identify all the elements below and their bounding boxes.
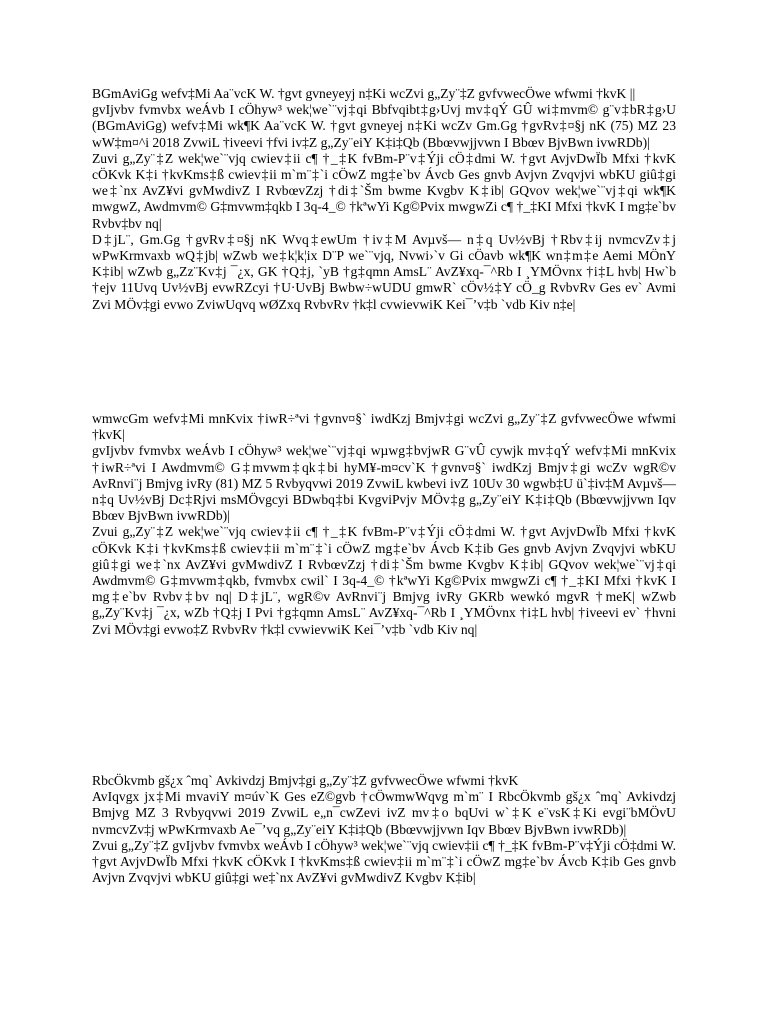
notice-heading: wmwcGm wefv‡Mi mnKvix †iwR÷ªvi †gvnv¤§` iwdKzj Bmjv‡gi wcZvi g„Zy¨‡Z gvfvwecÖwe wfwmi †kvK|: [92, 411, 676, 443]
notice-heading: RbcÖkvmb gš¿x ˆmq` Avkivdzj Bmjv‡gi g„Zy¨‡Z gvfvwecÖwe wfwmi †kvK: [92, 773, 519, 788]
notice-section-1: [92, 86, 676, 313]
notice-paragraph: Zuvi g„Zy¨‡Z wek¦we`¨vjq cwiev‡ii c¶ †_‡K fvBm-P¨v‡Ýji cÖ‡dmi W. †gvt AvjvDwÏb Mfxi †kvK cÖKvk K‡i †kvKms‡ß cwiev‡ii m`m¨‡`i cÖwZ mg‡e`bv Ávcb Ges gnvb Avjvn Zvqvjvi wbKU giû‡gi we‡`nx AvZ¥vi gvMwdivZ I RvbœvZzj †di‡`Šm bwme Kvgbv K‡ib| GQvov wek¦we`¨vj‡qi wk¶K mwgwZ, Awdmvm© G‡mvwm‡qkb I 3q-4_© †kªwYi Kg©Pvix mwgwZi c¶ †_‡KI Mfxi †kvK I mg‡e`bv Rvbv‡bv nq|: [92, 150, 676, 231]
notice-heading: BGmAviGg wefv‡Mi Aa¨vcK W. †gvt gvneyeyj n‡Ki wcZvi g„Zy¨‡Z gvfvwecÖwe wfwmi †kvK ||: [92, 86, 636, 101]
notice-paragraph: gvIjvbv fvmvbx weÁvb I cÖhyw³ wek¦we`¨vj‡qi wµwg‡bvjwR G¨vÛ cywjk mv‡qÝ wefv‡Mi mnKvix †iwR÷ªvi I Awdmvm© G‡mvwm‡qk‡bi hyM¥-m¤cv`K †gvnv¤§` iwdKzj Bmjv‡gi wcZv wgR©v AvRnvi¨j Bmjvg ivRy (81) MZ 5 Rvbyqvwi 2019 ZvwiL kwbevi ivZ 10Uv 30 wgwb‡U ü`‡iv‡M Avµvš— n‡q Uv½vBj Dc‡Rjvi msMÖvgcyi BDwbq‡bi KvgviPvjv MÖv‡g g„Zy¨eiY K‡i‡Qb (Bbœvwjjvwn Iqv Bbœv BjvBwn ivwRDb)|: [92, 443, 676, 524]
notice-paragraph: gvIjvbv fvmvbx weÁvb I cÖhyw³ wek¦we`¨vj‡qi Bbfvqibt‡g›Uvj mv‡qÝ GÛ wi‡mvm© g¨v‡bR‡g›U (BGmAviGg) wefv‡Mi wk¶K Aa¨vcK W. †gvt gvneyej n‡Ki wcZv Gm.Gg †gvRv‡¤§j nK (75) MZ 23 wW‡m¤^i 2018 ZvwiL †iveevi †fvi iv‡Z g„Zy¨eiY K‡i‡Qb (Bbœvwjjvwn I Bbœv BjvBwn ivwRDb)|: [92, 102, 676, 150]
notice-paragraph: D‡jL¨, Gm.Gg †gvRv‡¤§j nK Wvq‡ewUm †iv‡M Avµvš— n‡q Uv½vBj †Rbv‡ij nvmcvZv‡j wPwKrmvaxb wQ‡jb| wZwb we‡k¦k¦ix D¨P we`¨vjq, Nvwi›`v Gi cÖavb wk¶K wn‡m‡e Aemi MÖnY K‡ib| wZwb g„Zz¨Kv‡j ¯¿x, GK †Q‡j, `yB †g‡qmn AmsL¨ AvZ¥xq-¯^Rb I ¸YMÖvnx †i‡L hvb| Hw`b †ejv 11Uvq Uv½vBj evwRZcyi †U·UvBj Bwbw÷wUDU gmwR` cÖv½‡Y cÖ_g RvbvRv Ges ev` Avmi Zvi MÖv‡gi evwo ZviwUqvq wØZxq RvbvRv †k‡l cvwievwiK Kei¯’v‡b `vdb Kiv n‡e|: [92, 231, 676, 312]
notice-paragraph: Zvui g„Zy¨‡Z gvIjvbv fvmvbx weÁvb I cÖhyw³ wek¦we`¨vjq cwiev‡ii c¶ †_‡K fvBm-P¨v‡Ýji cÖ‡dmi W. †gvt AvjvDwÏb Mfxi †kvK cÖKvk I †kvKms‡ß cwiev‡ii m`m¨‡`i cÖwZ mg‡e`bv Ávcb K‡ib Ges gnvb Avjvn Zvqvjvi wbKU giû‡gi we‡`nx AvZ¥vi gvMwdivZ Kvgbv K‡ib|: [92, 837, 676, 886]
notice-section-2: [92, 411, 676, 638]
notice-section-3: [92, 773, 676, 886]
notice-paragraph: AvIqvgx jx‡Mi mvaviY m¤úv`K Ges eZ©gvb †cÖwmwWqvg m`m¨ I RbcÖkvmb gš¿x ˆmq` Avkivdzj Bmjvg MZ 3 Rvbyqvwi 2019 ZvwiL e„n¯cwZevi ivZ mv‡o bqUvi w`‡K e¨vsK‡Ki evgi¨bMÖvU nvmcvZv‡j wPwKrmvaxb Ae¯’vq g„Zy¨eiY K‡i‡Qb (Bbœvwjjvwn Iqv Bbœv BjvBwn ivwRDb)|: [92, 789, 676, 837]
notice-paragraph: Zvui g„Zy¨‡Z wek¦we`¨vjq cwiev‡ii c¶ †_‡K fvBm-P¨v‡Ýji cÖ‡dmi W. †gvt AvjvDwÏb Mfxi †kvK cÖKvk K‡i †kvKms‡ß cwiev‡ii m`m¨‡`i cÖwZ mg‡e`bv Ávcb K‡ib Ges gnvb Avjvn Zvqvjvi wbKU giû‡gi we‡`nx AvZ¥vi gvMwdivZ I RvbœvZzj †di‡`Šm bwme Kvgbv K‡ib| GQvov wek¦we`¨vj‡qi Awdmvm© G‡mvwm‡qkb, fvmvbx cwil` I 3q-4_© †kªwYi Kg©Pvix mwgwZi c¶ †_‡KI Mfxi †kvK I mg‡e`bv Rvbv‡bv nq| D‡jL¨, wgR©v AvRnvi¨j Bmjvg ivRy GKRb wewkó mgvR †meK| wZwb g„Zy¨Kv‡j ¯¿x, wZb †Q‡j I Pvi †g‡qmn AmsL¨ AvZ¥xq-¯^Rb I ¸YMÖvnx †i‡L hvb| †iveevi ev` †hvni Zvi MÖv‡gi evwo‡Z RvbvRv †k‡l cvwievwiK Kei¯’v‡b `vdb Kiv nq|: [92, 524, 676, 637]
